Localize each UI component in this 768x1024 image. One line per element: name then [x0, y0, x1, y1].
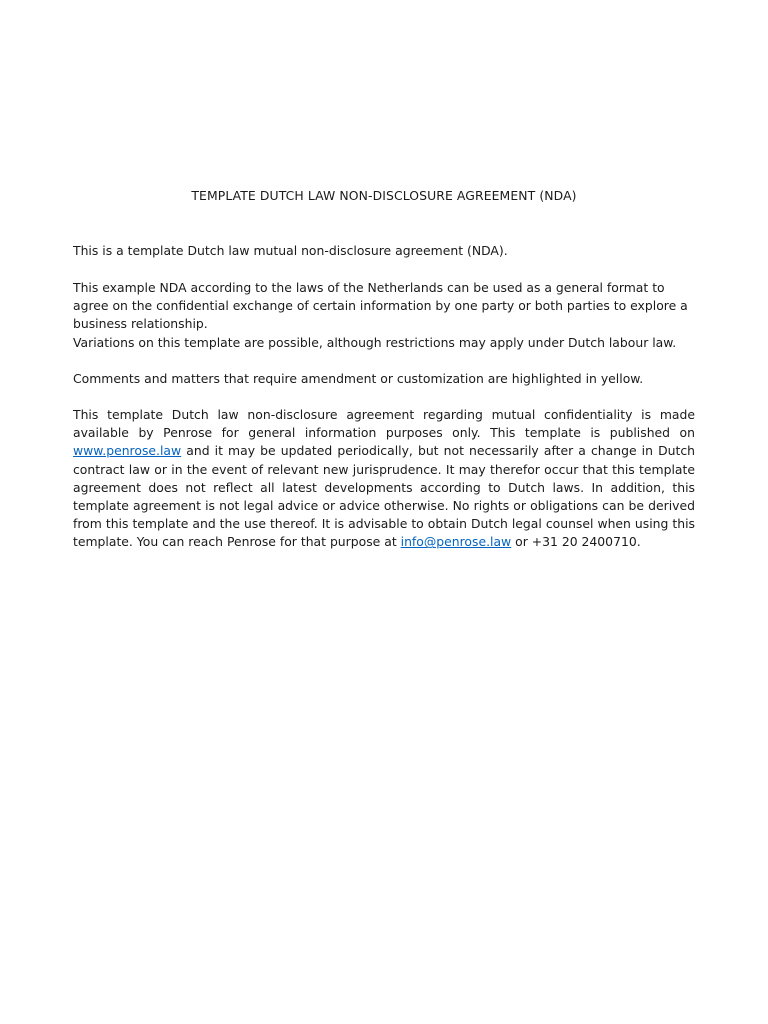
disclaimer-paragraph	[73, 406, 695, 552]
variations-paragraph: Variations on this template are possible, although restrictions may apply under Dutch labour law.	[73, 335, 677, 350]
comments-paragraph: Comments and matters that require amendment or customization are highlighted in yellow.	[73, 371, 644, 386]
document-title: TEMPLATE DUTCH LAW NON-DISCLOSURE AGREEMENT (NDA)	[191, 188, 577, 203]
intro-paragraph: This is a template Dutch law mutual non-disclosure agreement (NDA).	[73, 243, 508, 258]
website-link[interactable]: www.penrose.law	[73, 443, 182, 459]
disclaimer-text-part3: or +31 20 2400710.	[511, 534, 641, 550]
usage-paragraph: This example NDA according to the laws of the Netherlands can be used as a general format to agree on the confidential exchange of certain information by one party or both parties to explore a business relationship.	[73, 280, 688, 332]
disclaimer-text-part2: and it may be updated periodically, but not necessarily after a change in Dutch contract law or in the event of relevant new jurisprudence. It may therefor occur that this template agreement does not reflect all latest developments according to Dutch laws. In addition, this template agreement is not legal advice or advice otherwise. No rights or obligations can be derived from this template and the use thereof. It is advisable to obtain Dutch legal counsel when using this template. You can reach Penrose for that purpose at	[73, 443, 695, 550]
disclaimer-text-part1: This template Dutch law non-disclosure agreement regarding mutual confidentiality is made available by Penrose for general information purposes only. This template is published on	[73, 407, 695, 441]
email-link[interactable]: info@penrose.law	[400, 534, 512, 550]
